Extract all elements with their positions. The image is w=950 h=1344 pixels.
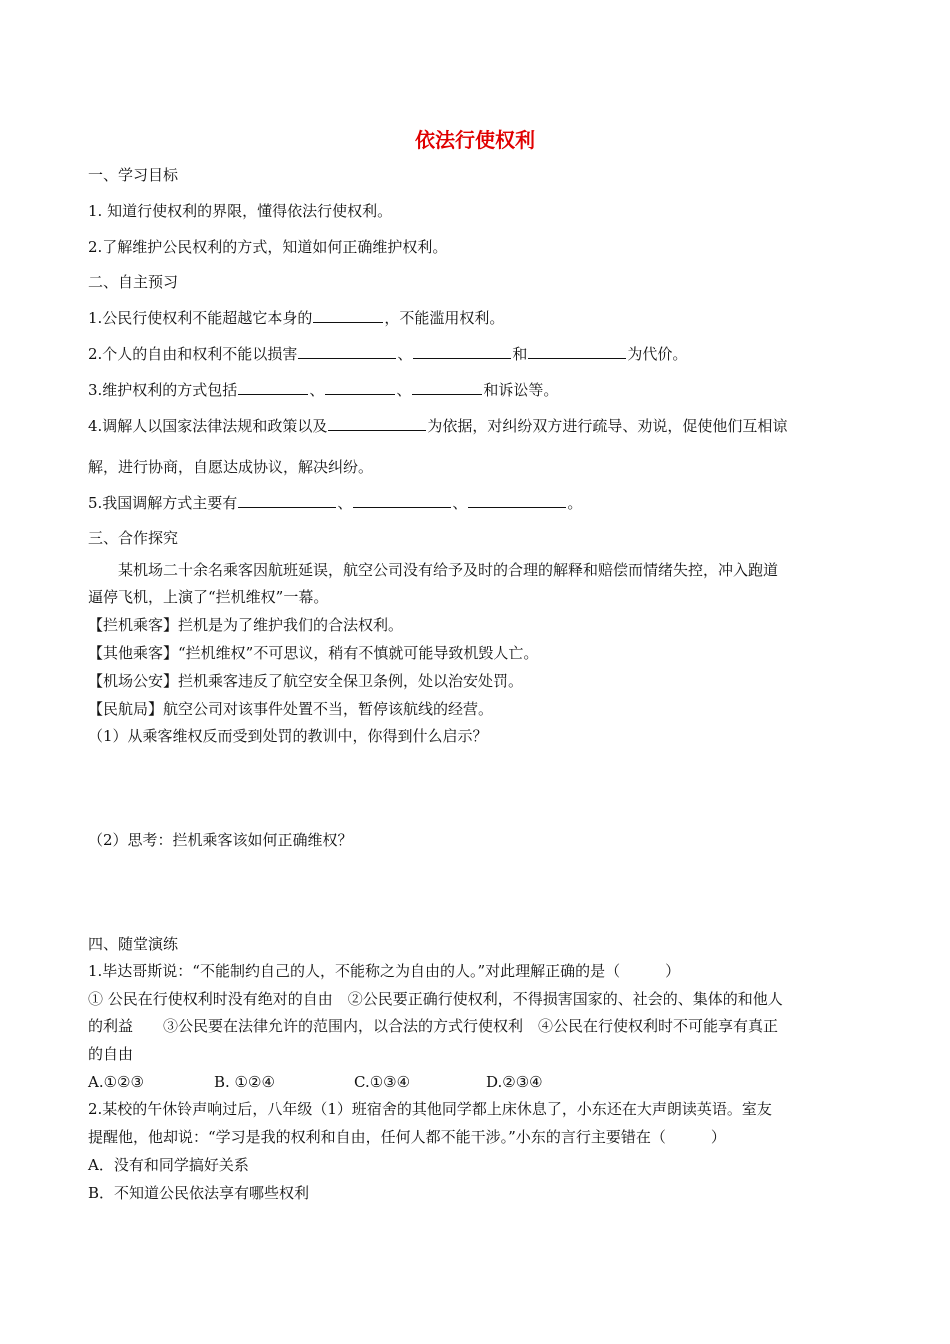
fill-blank[interactable]: [353, 492, 451, 508]
practice-question-2-stem: 提醒他，他却说：“学习是我的权利和自由，任何人都不能干涉。”小东的言行主要错在（ ）: [88, 1128, 726, 1146]
viewpoint-item: 【其他乘客】“拦机维权”不可思议，稍有不慎就可能导致机毁人亡。: [88, 644, 539, 662]
question-text: 和诉讼等。: [483, 381, 559, 399]
case-text-line-2: 逼停飞机，上演了“拦机维权”一幕。: [88, 588, 329, 606]
practice-question-1-options: ① 公民在行使权利时没有绝对的自由 ②公民要正确行使权利，不得损害国家的、社会的、集体的和他人: [88, 990, 783, 1008]
inquiry-question-2: （2）思考：拦机乘客该如何正确维权？: [88, 831, 353, 849]
question-text: 2.个人的自由和权利不能以损害: [88, 345, 298, 363]
choice-a[interactable]: A.①②③: [88, 1073, 144, 1091]
fill-blank[interactable]: [412, 379, 482, 395]
preview-question-4: [88, 415, 787, 437]
question-text: 5.我国调解方式主要有: [88, 494, 238, 512]
section-heading-objectives: 一、学习目标: [88, 166, 179, 184]
fill-blank[interactable]: [325, 379, 395, 395]
choice-c[interactable]: C.①③④: [354, 1073, 411, 1091]
fill-blank[interactable]: [238, 492, 336, 508]
objective-item: 1. 知道行使权利的界限，懂得依法行使权利。: [88, 202, 393, 220]
practice-question-2-stem: 2.某校的午休铃声响过后，八年级（1）班宿舍的其他同学都上床休息了，小东还在大声朗读英语。室友: [88, 1100, 772, 1118]
viewpoint-item: 【机场公安】拦机乘客违反了航空安全保卫条例，处以治安处罚。: [88, 672, 524, 690]
question-text: 、: [396, 381, 412, 399]
viewpoint-item: 【民航局】航空公司对该事件处置不当，暂停该航线的经营。: [88, 700, 494, 718]
question-text: 为代价。: [627, 345, 688, 363]
preview-question-5: [88, 492, 582, 514]
choice-b[interactable]: B. ①②④: [214, 1073, 275, 1091]
case-text-line-1: 某机场二十余名乘客因航班延误，航空公司没有给予及时的合理的解释和赔偿而情绪失控，冲入跑道: [118, 561, 779, 579]
section-heading-inquiry: 三、合作探究: [88, 529, 179, 547]
objective-item: 2.了解维护公民权利的方式，知道如何正确维护权利。: [88, 238, 448, 256]
question-text: 、: [337, 494, 353, 512]
question-text: 和: [512, 345, 528, 363]
option-a[interactable]: A．没有和同学搞好关系: [88, 1156, 249, 1174]
option-b[interactable]: B．不知道公民依法享有哪些权利: [88, 1184, 310, 1202]
preview-question-4-cont: 解，进行协商，自愿达成协议，解决纠纷。: [88, 458, 374, 476]
choice-d[interactable]: D.②③④: [486, 1073, 543, 1091]
question-text: 3.维护权利的方式包括: [88, 381, 238, 399]
question-text: 。: [567, 494, 583, 512]
question-text: 、: [309, 381, 325, 399]
question-text: 4.调解人以国家法律法规和政策以及: [88, 417, 328, 435]
viewpoint-item: 【拦机乘客】拦机是为了维护我们的合法权利。: [88, 616, 404, 634]
question-text: 为依据，对纠纷双方进行疏导、劝说，促使他们互相谅: [427, 417, 788, 435]
question-text: 、: [452, 494, 468, 512]
fill-blank[interactable]: [468, 492, 566, 508]
question-text: ，不能滥用权利。: [384, 309, 505, 327]
practice-question-1-options: 的自由: [88, 1045, 134, 1063]
fill-blank[interactable]: [313, 307, 383, 323]
fill-blank[interactable]: [528, 343, 626, 359]
page-title: 依法行使权利: [415, 128, 535, 152]
fill-blank[interactable]: [298, 343, 396, 359]
practice-question-1-stem: 1.毕达哥斯说：“不能制约自己的人，不能称之为自由的人。”对此理解正确的是（ ）: [88, 962, 681, 980]
fill-blank[interactable]: [328, 415, 426, 431]
section-heading-practice: 四、随堂演练: [88, 935, 179, 953]
section-heading-preview: 二、自主预习: [88, 273, 179, 291]
question-text: 、: [397, 345, 413, 363]
inquiry-question-1: （1）从乘客维权反而受到处罚的教训中，你得到什么启示？: [88, 727, 488, 745]
fill-blank[interactable]: [413, 343, 511, 359]
practice-question-1-options: 的利益 ③公民要在法律允许的范围内，以合法的方式行使权利 ④公民在行使权利时不可能享有真正: [88, 1017, 779, 1035]
preview-question-3: [88, 379, 558, 401]
preview-question-1: [88, 307, 504, 329]
question-text: 1.公民行使权利不能超越它本身的: [88, 309, 313, 327]
fill-blank[interactable]: [238, 379, 308, 395]
preview-question-2: [88, 343, 687, 365]
